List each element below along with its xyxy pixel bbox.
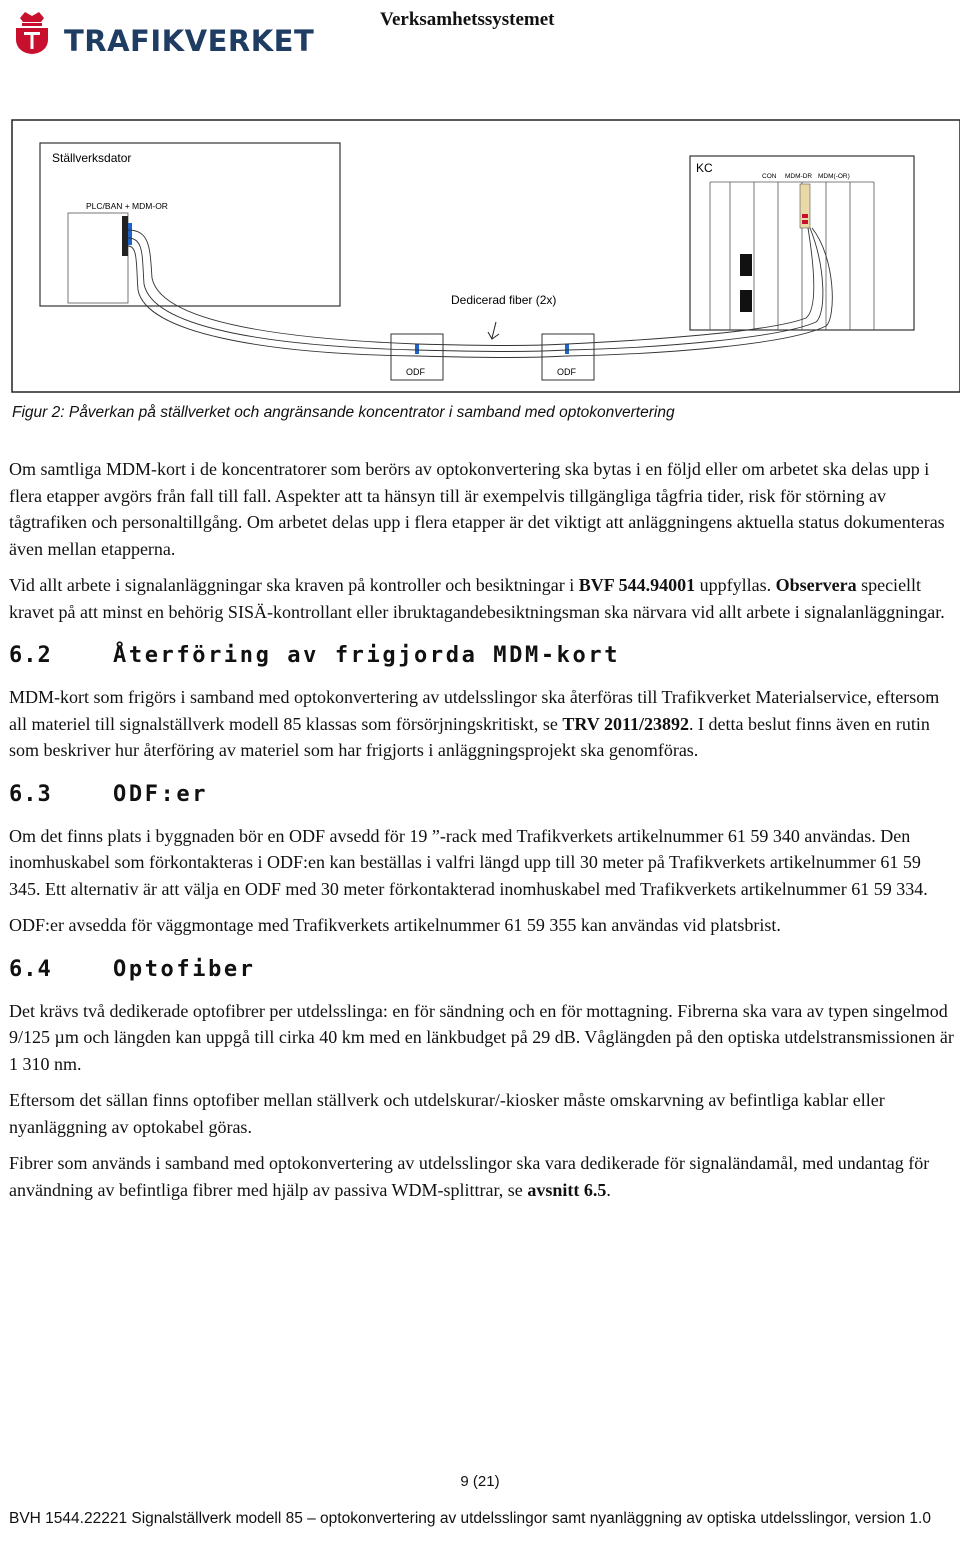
page-number: 9 (21) xyxy=(460,1473,500,1490)
odf-port-2 xyxy=(565,344,569,354)
section-number: 6.4 xyxy=(9,956,52,982)
section-title: ODF:er xyxy=(113,781,209,807)
odf-label-2: ODF xyxy=(557,367,576,377)
section-6-3-heading xyxy=(9,782,954,807)
kc-module-2 xyxy=(740,290,752,312)
plc-card-slot xyxy=(128,223,132,245)
p2-text-a: Vid allt arbete i signalanläggningar ska kraven på kontroller och besiktningar i xyxy=(9,575,579,595)
paragraph-5: ODF:er avsedda för väggmontage med Trafikverkets artikelnummer 61 59 355 kan användas vid platsbrist. xyxy=(9,915,781,935)
bvf-reference: BVF 544.94001 xyxy=(578,575,696,595)
kc-mdm-led-1 xyxy=(802,214,808,218)
fiber-arrow xyxy=(488,322,499,339)
crown-emblem-icon xyxy=(8,8,56,56)
figure-caption: Figur 2: Påverkan på ställverket och angränsande koncentrator i samband med optokonvertering xyxy=(12,404,675,421)
figure-diagram xyxy=(10,118,960,396)
p8-text-a: Fibrer som används i samband med optokonvertering av utdelsslingor ska vara dedikerade för signaländamål, med undantag för användning av befintliga fibrer med hjälp av passiva WDM-splittrar, se xyxy=(9,1153,930,1200)
kc-module-1 xyxy=(740,254,752,276)
trv-reference: TRV 2011/23892 xyxy=(562,713,689,734)
paragraph-2 xyxy=(9,572,954,625)
section-number: 6.2 xyxy=(9,643,52,668)
odf-label-1: ODF xyxy=(406,367,425,377)
kc-rack xyxy=(710,182,874,330)
kc-label: KC xyxy=(696,161,713,175)
p2-text-c: uppfyllas. xyxy=(695,575,776,595)
paragraph-7: Eftersom det sällan finns optofiber mellan ställverk och utdelskurar/-kiosker måste omskarvning av befintliga kablar eller nyanläggning av optokabel göras. xyxy=(9,1090,885,1137)
section-6-4-heading xyxy=(9,957,954,982)
paragraph-4: Om det finns plats i byggnaden bör en ODF avsedd för 19 ”-rack med Trafikverkets artikelnummer 61 59 340 användas. Den inomhuskabel som förkontakteras i ODF:en kan beställas i valfri längd upp till 30 meter på Trafikverkets artikelnummer 61 59 345. Ett alternativ är att välja en ODF med 30 meter förkontakterad inomhuskabel med Trafikverkets artikelnummer 61 59 334. xyxy=(9,825,928,899)
paragraph-8 xyxy=(9,1150,954,1203)
section-title: Optofiber xyxy=(113,956,256,982)
paragraph-1: Om samtliga MDM-kort i de koncentratorer som berörs av optokonvertering ska bytas i en följd eller om arbetet ska delas upp i flera etapper avgörs från fall till fall. Aspekter att ta hänsyn till är exempelvis tillgängliga tågfria tider, risk för störning av tågtrafiken och personaltillgång. Om arbetet delas upp i flera etapper är det viktigt att anläggningens aktuella status dokumenteras även mellan etapperna. xyxy=(9,459,945,559)
plc-panel xyxy=(68,213,128,303)
logo-wordmark: TRAFIKVERKET xyxy=(64,24,315,58)
section-6-2-heading xyxy=(9,643,954,668)
odf-port-1 xyxy=(415,344,419,354)
plc-card xyxy=(122,216,128,256)
paragraph-3 xyxy=(9,684,954,764)
plc-label: PLC/BAN + MDM-OR xyxy=(86,201,168,211)
p3-text-a: MDM-kort som frigörs i samband med optokonvertering av utdelsslingor ska återföras till Trafikverket Materialservice, eftersom all materiel till signalställverk modell 85 klassas som försörjningskritiskt, se xyxy=(9,687,940,734)
trafikverket-logo xyxy=(8,8,315,58)
stallverksdator-box xyxy=(40,143,340,306)
stallverksdator-label: Ställverksdator xyxy=(52,151,132,165)
section-6-5-link[interactable]: avsnitt 6.5 xyxy=(527,1179,607,1200)
paragraph-6: Det krävs två dedikerade optofibrer per utdelsslinga: en för sändning och en för mottagning. Fibrerna ska vara av typen singelmod 9/125 µm och längden kan uppgå till cirka 40 km med en länkbudget på 29 dB. Våglängden på den optiska utdelstransmissionen är 1 310 nm. xyxy=(9,1000,954,1074)
page-header-title: Verksamhetssystemet xyxy=(380,9,555,30)
kc-mdm-led-2 xyxy=(802,220,808,224)
mdm-dr-label: MDM-DR xyxy=(785,173,813,180)
document-footer: BVH 1544.22221 Signalställverk modell 85 – optokonvertering av utdelsslingor samt nyanläggning av optiska utdelsslingor, version 1.0 xyxy=(9,1510,931,1527)
section-title: Återföring av frigjorda MDM-kort xyxy=(113,643,621,668)
observera-emphasis: Observera xyxy=(775,575,857,595)
mdm-or-label: MDM(-OR) xyxy=(818,173,850,180)
fiber-label: Dedicerad fiber (2x) xyxy=(451,293,557,307)
con-label: CON xyxy=(762,173,777,180)
p2-text-e: speciellt kravet på att minst en behörig SISÄ-kontrollant eller ibruktagandebesiktningsman ska närvara vid allt arbete i signalanläggningar. xyxy=(9,575,945,622)
section-number: 6.3 xyxy=(9,781,52,807)
p3-text-c: . I detta beslut finns även en rutin som beskriver hur återföring av materiel som har frigjorts i anläggningsprojekt ska genomföras. xyxy=(9,713,930,760)
main-content xyxy=(9,456,954,1213)
p8-text-c: . xyxy=(606,1179,611,1200)
